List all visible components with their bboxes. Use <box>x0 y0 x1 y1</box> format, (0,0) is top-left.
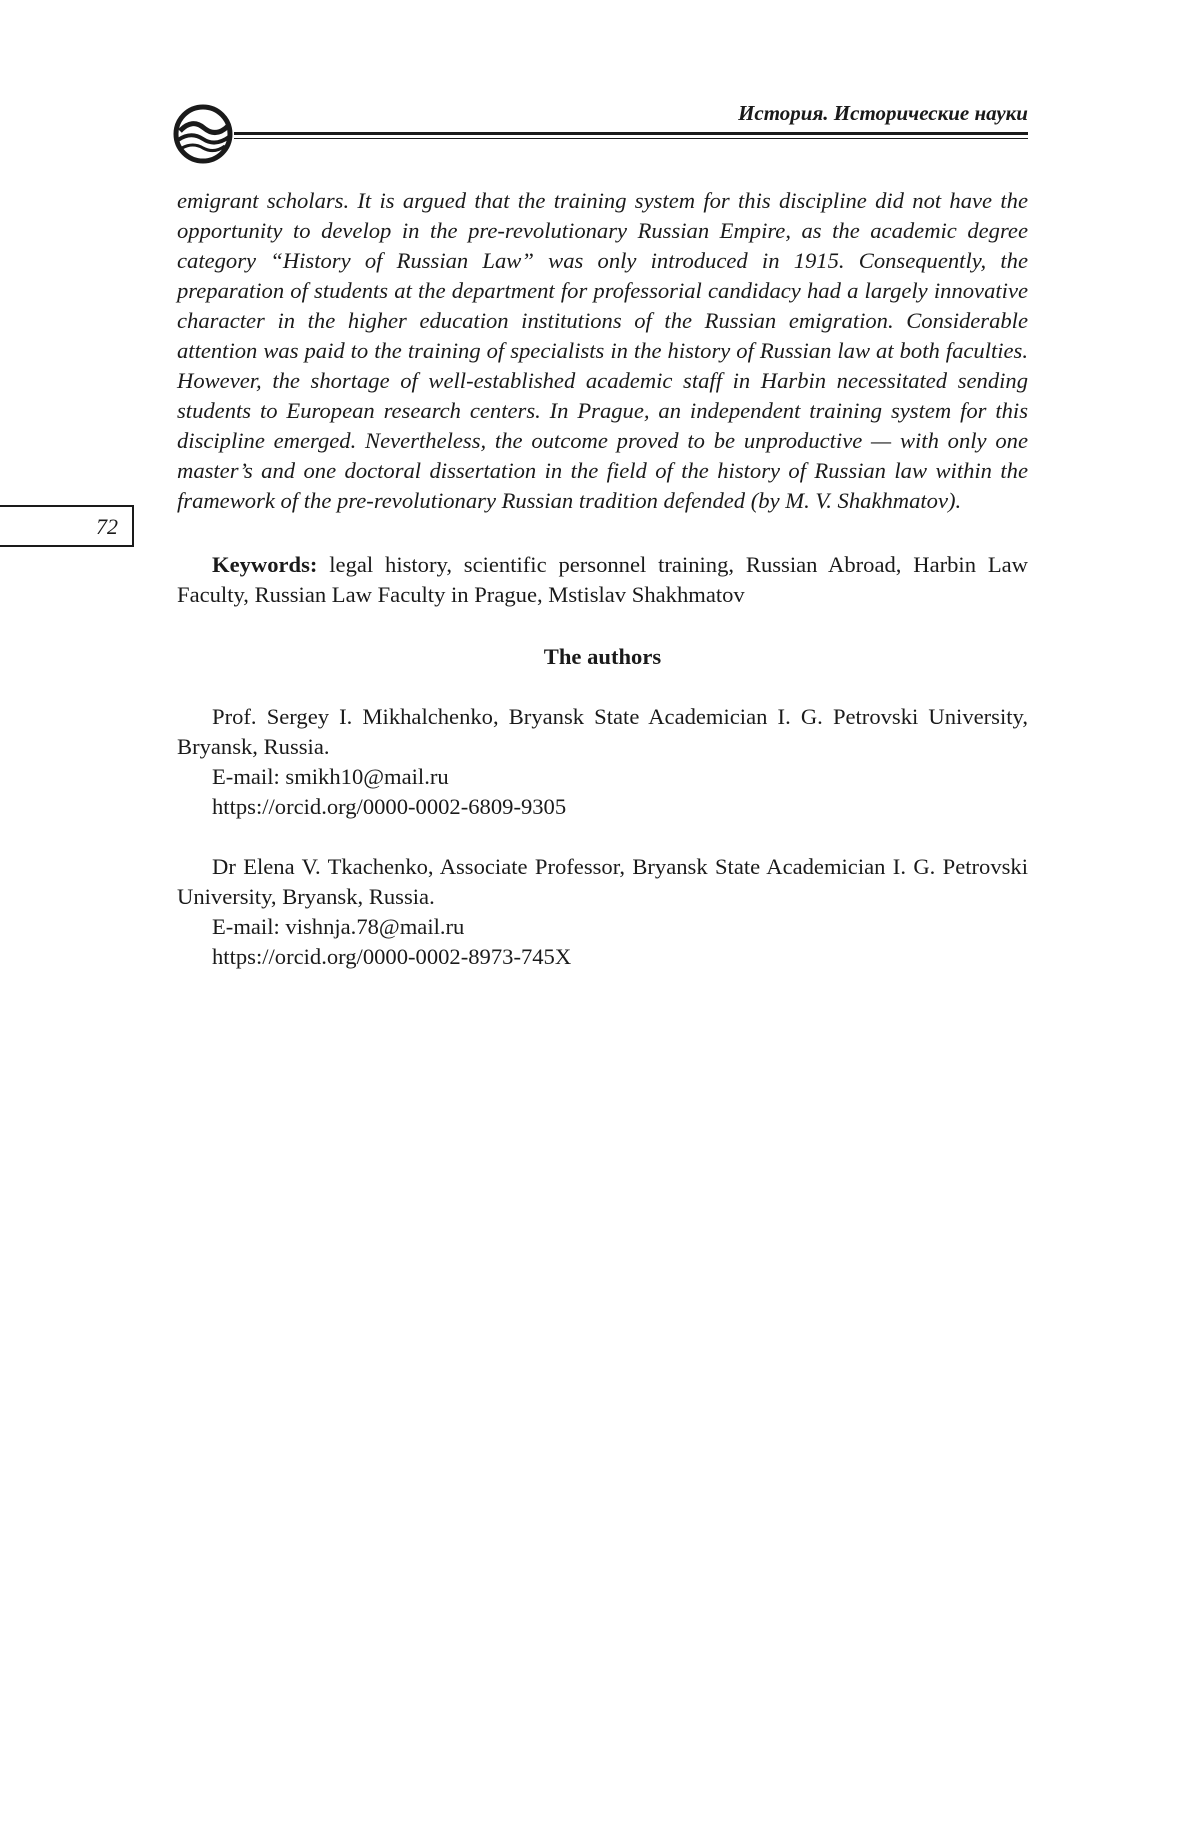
keywords-paragraph <box>177 550 1028 610</box>
page-number: 72 <box>96 514 118 539</box>
abstract-text: emigrant scholars. It is argued that the training system for this discipline did not have the opportunity to develop in the pre-revolutionary Russian Empire, as the academic degree category “History of Russian Law” was only introduced in 1915. Consequently, the preparation of students at the department for professorial candidacy had a largely innovative character in the higher education institutions of the Russian emigration. Considerable attention was paid to the training of specialists in the history of Russian law at both faculties. However, the shortage of well-established academic staff in Harbin necessitated sending students to European research centers. In Prague, an independent training system for this discipline emerged. Nevertheless, the outcome proved to be unproductive — with only one master’s and one doctoral dissertation in the field of the history of Russian law within the framework of the pre-revolutionary Russian tradition defended (by M. V. Shakhmatov). <box>177 188 1028 513</box>
journal-wave-logo-icon <box>170 104 240 164</box>
page-number-box <box>0 505 134 547</box>
header-rule <box>234 132 1028 135</box>
running-head: История. Исторические науки <box>738 101 1028 125</box>
header-rule-thin <box>234 138 1028 139</box>
authors-heading: The authors <box>543 644 662 669</box>
page-content <box>177 186 1028 972</box>
author-orcid: https://orcid.org/0000-0002-8973-745X <box>212 944 572 969</box>
author-block <box>177 702 1028 822</box>
keywords-text: legal history, scientific personnel training, Russian Abroad, Harbin Law Faculty, Russian Law Faculty in Prague, Mstislav Shakhmatov <box>177 552 1028 607</box>
author-email: E-mail: smikh10@mail.ru <box>212 764 449 789</box>
author-block <box>177 852 1028 972</box>
author-affiliation: Dr Elena V. Tkachenko, Associate Professor, Bryansk State Academician I. G. Petrovski University, Bryansk, Russia. <box>177 854 1028 909</box>
author-orcid: https://orcid.org/0000-0002-6809-9305 <box>212 794 567 819</box>
author-affiliation: Prof. Sergey I. Mikhalchenko, Bryansk State Academician I. G. Petrovski University, Bryansk, Russia. <box>177 704 1028 759</box>
keywords-label: Keywords: <box>212 552 318 577</box>
author-email: E-mail: vishnja.78@mail.ru <box>212 914 465 939</box>
